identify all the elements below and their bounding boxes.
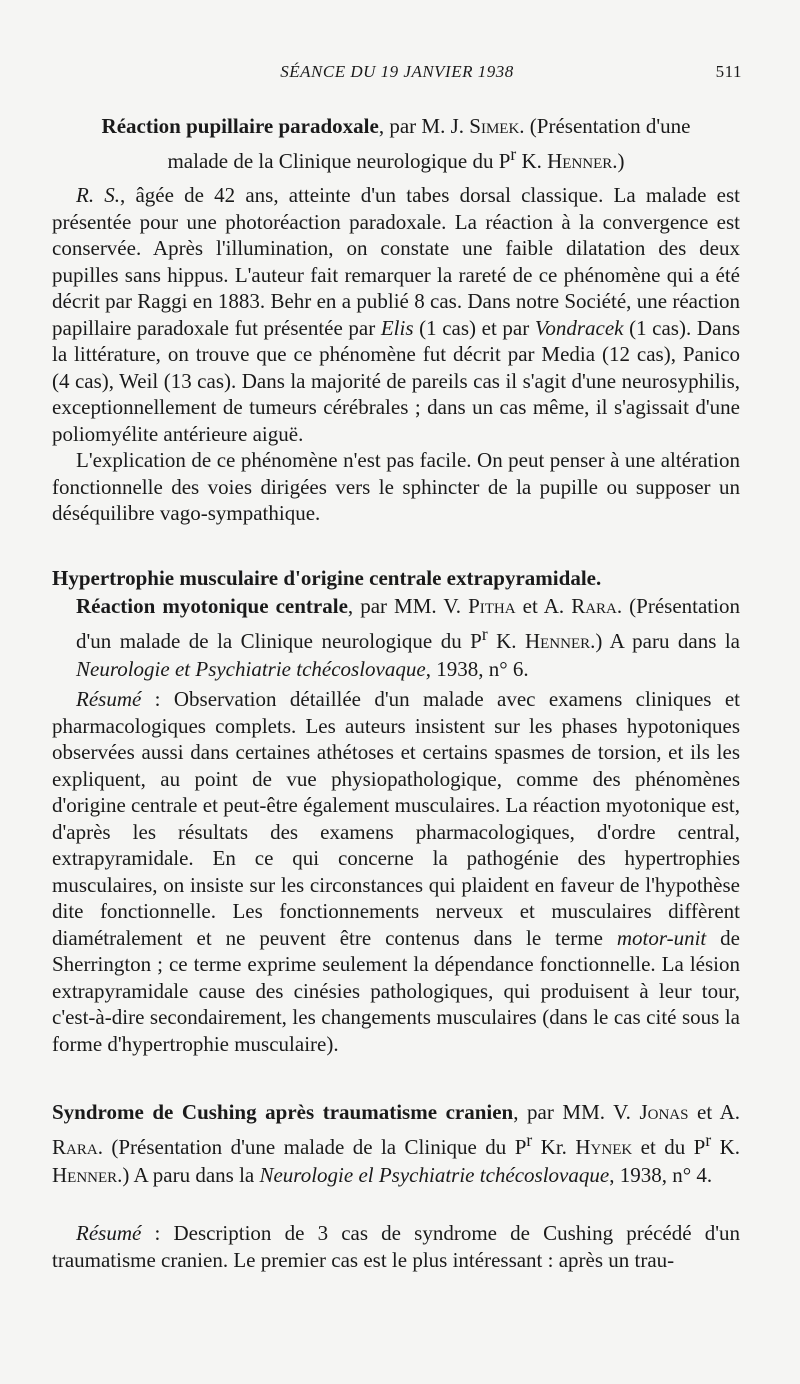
- section-title: Réaction pupillaire paradoxale, par M. J. Simek. (Présentation d'une malade de la Clinique neurologique du $P^r$ K. Henner.): [101, 114, 691, 173]
- section-pupillary-body: [52, 182, 740, 527]
- paragraph: Résumé : Description de 3 cas de syndrome de Cushing précédé d'un traumatisme cranien. Le premier cas est le plus intéressant : après un trau-: [52, 1221, 740, 1272]
- paragraph: R. S., âgée de 42 ans, atteinte d'un tabes dorsal classique. La malade est présentée pour une photoréaction paradoxale. La réaction à la convergence est conservée. Après l'illumination, on constate une faible dilatation des deux pupilles sans hippus. L'auteur fait remarquer la rareté de ce phénomène qui a été décrit par Raggi en 1883. Behr en a publié 8 cas. Dans notre Société, une réaction papillaire paradoxale fut présentée par Elis (1 cas) et par Vondracek (1 cas). Dans la littérature, on trouve que ce phénomène fut décrit par Media (12 cas), Panico (4 cas), Weil (13 cas). Dans la majorité de pareils cas il s'agit d'une neurosyphilis, exceptionnellement de tumeurs cérébrales ; dans un cas même, il s'agissait d'une poliomyélite antérieure aiguë.: [52, 183, 741, 446]
- page-number: 511: [715, 62, 742, 81]
- paragraph: Résumé : Observation détaillée d'un malade avec examens cliniques et pharmacologiques complets. Les auteurs insistent sur les phases hypotoniques observées aussi dans certaines athétoses et certains spasmes de torsion, et ils les expliquent, au point de vue physiopathologique, comme des phénomènes d'origine centrale et peut-être également musculaires. La réaction myotonique est, d'après les résultats des examens pharmacologiques, d'ordre central, extrapyramidale. En ce qui concerne la pathogénie des hypertrophies musculaires, on insiste sur les circonstances qui plaident en faveur de l'hypothèse dite fonctionnelle. Les fonctionnements nerveux et musculaires diffèrent diamétralement et ne peuvent être contenus dans le terme motor-unit de Sherrington ; ce terme exprime seulement la dépendance fonctionnelle. La lésion extrapyramidale cause des cinésies pathologiques, qui produisent à leur tour, c'est-à-dire secondairement, les changements musculaires (dans le cas cité sous la forme d'hypertrophie musculaire).: [52, 687, 740, 1056]
- running-title: SÉANCE DU 19 JANVIER 1938: [280, 62, 514, 81]
- section-cushing: [52, 1098, 740, 1189]
- section-title: Syndrome de Cushing après traumatisme cranien, par MM. V. Jonas et A. Rara. (Présentation d'une malade de la Clinique du $P^r$ Kr. Hynek et du $P^r$ K. Henner.) A paru dans la Neurologie el Psychiatrie tchécoslovaque, 1938, n° 4.: [52, 1100, 741, 1187]
- section-cushing-body: [52, 1220, 740, 1273]
- section-title-cont: Réaction myotonique centrale, par MM. V. Pitha et A. Rara. (Présentation d'un malade de la Clinique neurologique du $P^r$ K. Henner.) A paru dans la Neurologie et Psychiatrie tchécoslovaque, 1938, n° 6.: [76, 594, 740, 681]
- page-header: [52, 62, 742, 88]
- section-hypertrophy-body: [52, 686, 740, 1057]
- section-pupillary-reaction: [52, 112, 740, 175]
- paragraph: L'explication de ce phénomène n'est pas facile. On peut penser à une altération fonctionnelle des voies dirigées vers le sphincter de la pupille ou supposer un déséquilibre vago-sympathique.: [52, 448, 740, 525]
- section-title: Hypertrophie musculaire d'origine centrale extrapyramidale.: [52, 566, 602, 590]
- section-hypertrophy: [52, 564, 740, 683]
